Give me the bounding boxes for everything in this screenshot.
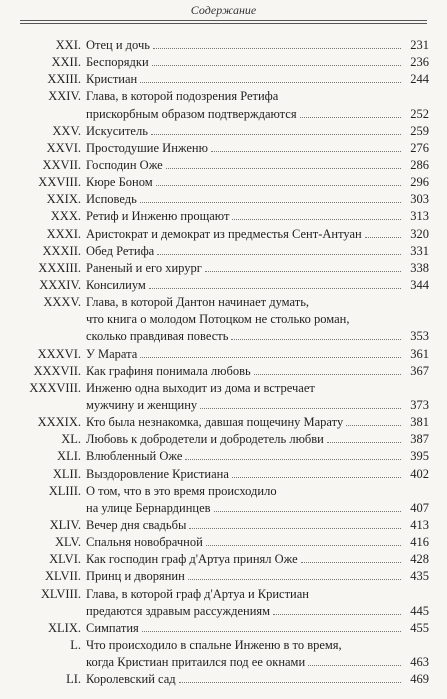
- chapter-title: Кюре Боном: [86, 175, 153, 190]
- dot-leader: [166, 168, 401, 169]
- header-rule: [20, 20, 427, 21]
- toc-entry[interactable]: [0, 71, 447, 88]
- toc-entry[interactable]: [0, 671, 447, 688]
- page-number: 344: [410, 277, 429, 292]
- toc-entry-line: [0, 603, 447, 620]
- page-number: 252: [410, 106, 429, 121]
- toc-entry[interactable]: [0, 174, 447, 191]
- toc-entry[interactable]: [0, 431, 447, 448]
- chapter-number: XLIII.: [48, 483, 81, 498]
- dot-leader: [185, 459, 401, 460]
- chapter-number: XXV.: [52, 123, 81, 138]
- toc-entry-line: [0, 328, 447, 345]
- page-number: 320: [410, 226, 429, 241]
- header-rule: [20, 23, 427, 24]
- toc-entry-line: [0, 431, 447, 448]
- toc-entry-line: [0, 277, 447, 294]
- chapter-title: О том, что в это время происходило: [86, 483, 277, 498]
- chapter-number: XLIV.: [49, 517, 81, 532]
- chapter-title: Выздоровление Кристиана: [86, 466, 229, 481]
- dot-leader: [156, 185, 401, 186]
- chapter-number: XXVI.: [46, 140, 81, 155]
- toc-entry[interactable]: [0, 517, 447, 534]
- toc-entry-line: [0, 346, 447, 363]
- toc-entry-line: [0, 243, 447, 260]
- page-number: 395: [410, 449, 429, 464]
- chapter-title: мужчину и женщину: [86, 397, 198, 412]
- chapter-title: Глава, в которой Дантон начинает думать,: [86, 295, 310, 310]
- dot-leader: [211, 151, 401, 152]
- page-number: 445: [410, 603, 429, 618]
- page-number: 463: [410, 655, 429, 670]
- dot-leader: [365, 237, 401, 238]
- toc-entry-line: [0, 568, 447, 585]
- toc-entry-line: [0, 140, 447, 157]
- chapter-title: Симпатия: [86, 620, 139, 635]
- toc-entry[interactable]: [0, 243, 447, 260]
- toc-entry-line: [0, 620, 447, 637]
- toc-entry-line: [0, 294, 447, 311]
- dot-leader: [254, 374, 401, 375]
- toc-entry-line: [0, 363, 447, 380]
- chapter-title: Господин Оже: [86, 157, 163, 172]
- chapter-number: XXIII.: [47, 72, 81, 87]
- chapter-number: XXIX.: [46, 192, 81, 207]
- page-number: 286: [410, 157, 429, 172]
- toc-entry-line: [0, 71, 447, 88]
- toc-entry-line: [0, 637, 447, 654]
- running-header-title: Содержание: [190, 3, 257, 17]
- chapter-title: Вечер дня свадьбы: [86, 517, 187, 532]
- toc-entry[interactable]: [0, 363, 447, 380]
- toc-entry-line: [0, 260, 447, 277]
- chapter-number: XLVI.: [49, 552, 81, 567]
- dot-leader: [140, 82, 401, 83]
- chapter-title: Принц и дворянин: [86, 569, 185, 584]
- toc-entry-line: [0, 654, 447, 671]
- dot-leader: [189, 528, 401, 529]
- toc-entry[interactable]: [0, 448, 447, 465]
- toc-entry-line: [0, 208, 447, 225]
- chapter-title: Кристиан: [86, 72, 138, 87]
- chapter-number: XXXVIII.: [29, 380, 81, 395]
- dot-leader: [327, 442, 401, 443]
- chapter-title: Инженю одна выходит из дома и встречает: [86, 380, 315, 395]
- dot-leader: [140, 202, 401, 203]
- toc-entry[interactable]: [0, 294, 447, 345]
- chapter-number: XXXVII.: [33, 363, 81, 378]
- page-number: 338: [410, 260, 429, 275]
- toc-entry-line: [0, 483, 447, 500]
- toc-entry-line: [0, 671, 447, 688]
- toc-entry-line: [0, 380, 447, 397]
- toc-entry[interactable]: [0, 277, 447, 294]
- chapter-title: Простодушие Инженю: [86, 140, 208, 155]
- page-number: 469: [410, 672, 429, 687]
- dot-leader: [214, 511, 401, 512]
- chapter-number: XLII.: [52, 466, 81, 481]
- toc-entry-line: [0, 37, 447, 54]
- toc-entry-line: [0, 226, 447, 243]
- chapter-number: XL.: [61, 432, 81, 447]
- chapter-title: Спальня новобрачной: [86, 535, 203, 550]
- chapter-number: XXXII.: [42, 243, 81, 258]
- table-of-contents: [0, 37, 447, 688]
- toc-entry[interactable]: [0, 37, 447, 54]
- page-number: 296: [410, 175, 429, 190]
- page-number: 373: [410, 397, 429, 412]
- toc-entry-line: [0, 191, 447, 208]
- chapter-number: XXX.: [50, 209, 81, 224]
- toc-entry-line: [0, 397, 447, 414]
- page-number: 259: [410, 123, 429, 138]
- chapter-number: XLVIII.: [40, 586, 81, 601]
- page-number: 407: [410, 500, 429, 515]
- chapter-title: Ретиф и Инженю прощают: [86, 209, 230, 224]
- toc-entry[interactable]: [0, 54, 447, 71]
- toc-entry[interactable]: [0, 586, 447, 620]
- chapter-title: У Марата: [86, 346, 138, 361]
- chapter-title: на улице Бернардинцев: [86, 500, 211, 515]
- toc-entry[interactable]: [0, 191, 447, 208]
- dot-leader: [200, 408, 401, 409]
- chapter-number: XXXVI.: [37, 346, 81, 361]
- page-number: 381: [410, 415, 429, 430]
- page-number: 387: [410, 432, 429, 447]
- chapter-number: LI.: [66, 672, 81, 687]
- toc-entry[interactable]: [0, 123, 447, 140]
- page-number: 435: [410, 569, 429, 584]
- toc-entry[interactable]: [0, 140, 447, 157]
- dot-leader: [206, 545, 401, 546]
- toc-entry[interactable]: [0, 346, 447, 363]
- toc-entry[interactable]: [0, 466, 447, 483]
- page-number: 244: [410, 72, 429, 87]
- dot-leader: [273, 614, 401, 615]
- toc-entry-line: [0, 106, 447, 123]
- toc-entry[interactable]: [0, 620, 447, 637]
- dot-leader: [151, 134, 401, 135]
- dot-leader: [152, 65, 401, 66]
- toc-entry-line: [0, 54, 447, 71]
- dot-leader: [140, 357, 401, 358]
- chapter-title: Раненый и его хирург: [86, 260, 202, 275]
- dot-leader: [149, 288, 401, 289]
- toc-entry-line: [0, 414, 447, 431]
- toc-entry-line: [0, 174, 447, 191]
- chapter-title: Любовь к добродетели и добродетель любви: [86, 432, 324, 447]
- toc-entry-line: [0, 534, 447, 551]
- chapter-number: XLI.: [57, 449, 81, 464]
- chapter-title: Консилиум: [86, 277, 146, 292]
- chapter-title: Как графиня понимала любовь: [86, 363, 251, 378]
- chapter-title: Исповедь: [86, 192, 137, 207]
- dot-leader: [232, 219, 401, 220]
- chapter-title: прискорбным образом подтверждаются: [86, 106, 297, 121]
- toc-entry-line: [0, 123, 447, 140]
- toc-entry[interactable]: [0, 483, 447, 517]
- toc-entry[interactable]: [0, 88, 447, 122]
- chapter-title: Отец и дочь: [86, 38, 150, 52]
- toc-entry[interactable]: [0, 157, 447, 174]
- dot-leader: [179, 682, 401, 683]
- page-number: 367: [410, 363, 429, 378]
- dot-leader: [232, 477, 401, 478]
- page-number: 428: [410, 552, 429, 567]
- page-number: 276: [410, 140, 429, 155]
- dot-leader: [300, 117, 401, 118]
- dot-leader: [188, 579, 401, 580]
- page-number: 353: [410, 329, 429, 344]
- toc-entry-line: [0, 466, 447, 483]
- chapter-title: Влюбленный Оже: [86, 449, 183, 464]
- page-number: 313: [410, 209, 429, 224]
- dot-leader: [346, 425, 401, 426]
- toc-entry[interactable]: [0, 260, 447, 277]
- toc-entry-line: [0, 500, 447, 517]
- page-number: 455: [410, 620, 429, 635]
- toc-entry-line: [0, 157, 447, 174]
- toc-entry[interactable]: [0, 380, 447, 414]
- chapter-title: Что происходило в спальне Инженю в то время,: [86, 637, 342, 652]
- page-number: 416: [410, 535, 429, 550]
- chapter-title: Как господин граф д'Артуа принял Оже: [86, 552, 298, 567]
- chapter-title: предаются здравым рассуждениям: [86, 603, 271, 618]
- chapter-title: Искуситель: [86, 123, 148, 138]
- toc-entry[interactable]: [0, 568, 447, 585]
- page-number: 231: [410, 38, 429, 52]
- dot-leader: [153, 48, 401, 49]
- chapter-number: XLV.: [54, 535, 81, 550]
- toc-entry-line: [0, 448, 447, 465]
- toc-entry-line: [0, 517, 447, 534]
- dot-leader: [231, 339, 401, 340]
- chapter-title: Кто была незнакомка, давшая пощечину Марату: [86, 415, 344, 430]
- dot-leader: [142, 631, 401, 632]
- page-number: 402: [410, 466, 429, 481]
- chapter-title: Аристократ и демократ из предместья Сент-Антуан: [86, 226, 362, 241]
- page-number: 361: [410, 346, 429, 361]
- chapter-title: Глава, в которой граф д'Артуа и Кристиан: [86, 586, 309, 601]
- chapter-number: XXXV.: [43, 295, 81, 310]
- toc-entry-line: [0, 88, 447, 105]
- chapter-title: когда Кристиан притаился под ее окнами: [86, 655, 306, 670]
- chapter-number: XXIV.: [48, 89, 81, 104]
- toc-entry[interactable]: [0, 551, 447, 568]
- chapter-number: XXXIV.: [39, 277, 81, 292]
- toc-entry[interactable]: [0, 226, 447, 243]
- chapter-number: XXXI.: [46, 226, 81, 241]
- toc-entry[interactable]: [0, 414, 447, 431]
- chapter-number: XLIX.: [48, 620, 81, 635]
- chapter-number: XLVII.: [45, 569, 81, 584]
- chapter-number: XXVIII.: [38, 175, 81, 190]
- toc-entry[interactable]: [0, 208, 447, 225]
- toc-entry-line: [0, 551, 447, 568]
- toc-entry-line: [0, 586, 447, 603]
- dot-leader: [157, 254, 401, 255]
- dot-leader: [205, 271, 401, 272]
- chapter-number: XXXIX.: [37, 415, 81, 430]
- chapter-number: XXI.: [55, 38, 81, 52]
- chapter-title: Королевский сад: [86, 672, 176, 687]
- chapter-title: Обед Ретифа: [86, 243, 155, 258]
- page-number: 331: [410, 243, 429, 258]
- toc-entry[interactable]: [0, 534, 447, 551]
- page-number: 413: [410, 517, 429, 532]
- dot-leader: [308, 665, 401, 666]
- page-number: 236: [410, 55, 429, 70]
- chapter-number: XXII.: [51, 55, 81, 70]
- chapter-title: сколько правдивая повесть: [86, 329, 229, 344]
- chapter-title: Беспорядки: [86, 55, 149, 70]
- chapter-title: что книга о молодом Потоцком не столько роман,: [86, 312, 350, 327]
- chapter-number: L.: [70, 637, 81, 652]
- chapter-title: Глава, в которой подозрения Ретифа: [86, 89, 279, 104]
- page-number: 303: [410, 192, 429, 207]
- toc-entry-line: [0, 311, 447, 328]
- toc-entry[interactable]: [0, 637, 447, 671]
- chapter-number: XXVII.: [42, 157, 81, 172]
- chapter-number: XXXIII.: [38, 260, 81, 275]
- dot-leader: [301, 562, 401, 563]
